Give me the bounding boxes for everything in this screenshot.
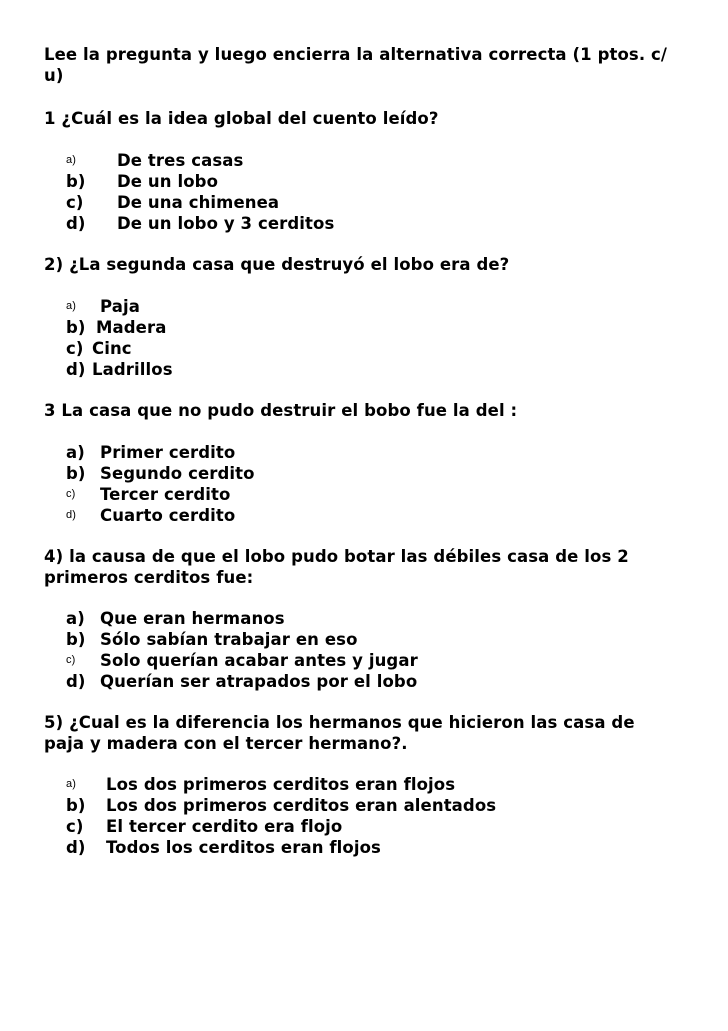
option-text: Paja xyxy=(100,297,140,316)
option-marker: a) xyxy=(66,609,85,628)
option-marker: c) xyxy=(66,193,84,212)
option-text: Solo querían acabar antes y jugar xyxy=(100,651,418,670)
option-marker: b) xyxy=(66,172,86,191)
option-marker: a) xyxy=(66,443,85,462)
question-text: 2) ¿La segunda casa que destruyó el lobo era de? xyxy=(44,255,510,274)
option-text: Los dos primeros cerditos eran alentados xyxy=(106,796,497,815)
option-marker: c) xyxy=(66,488,76,500)
question-text-line-1: 4) la causa de que el lobo pudo botar las débiles casa de los 2 xyxy=(44,547,629,566)
option-text: Madera xyxy=(96,318,167,337)
option-marker: d) xyxy=(66,360,86,379)
option-marker: c) xyxy=(66,654,76,666)
option-text: Todos los cerditos eran flojos xyxy=(106,838,381,857)
option-text: De un lobo xyxy=(117,172,219,191)
question-text-line-2: primeros cerditos fue: xyxy=(44,568,254,587)
option-marker: d) xyxy=(66,509,76,521)
instructions-line-2: u) xyxy=(44,66,64,85)
option-marker: a) xyxy=(66,300,76,312)
option-marker: b) xyxy=(66,630,86,649)
option-text: De una chimenea xyxy=(117,193,280,212)
option-text: De un lobo y 3 cerditos xyxy=(117,214,335,233)
option-text: Tercer cerdito xyxy=(100,485,231,504)
option-text: Sólo sabían trabajar en eso xyxy=(100,630,358,649)
option-marker: c) xyxy=(66,339,84,358)
option-marker: d) xyxy=(66,838,86,857)
option-marker: b) xyxy=(66,464,86,483)
option-marker: d) xyxy=(66,672,86,691)
option-text: Cinc xyxy=(92,339,132,358)
option-text: Querían ser atrapados por el lobo xyxy=(100,672,418,691)
option-marker: d) xyxy=(66,214,86,233)
question-text: 3 La casa que no pudo destruir el bobo fue la del : xyxy=(44,401,518,420)
option-text: Ladrillos xyxy=(92,360,173,379)
option-text: El tercer cerdito era flojo xyxy=(106,817,343,836)
option-text: Los dos primeros cerditos eran flojos xyxy=(106,775,456,794)
option-marker: b) xyxy=(66,318,86,337)
instructions-line-1: Lee la pregunta y luego encierra la alternativa correcta (1 ptos. c/ xyxy=(44,45,668,64)
option-text: De tres casas xyxy=(117,151,244,170)
option-marker: c) xyxy=(66,817,84,836)
question-text: 1 ¿Cuál es la idea global del cuento leído? xyxy=(44,109,439,128)
question-text-line-1: 5) ¿Cual es la diferencia los hermanos que hicieron las casa de xyxy=(44,713,635,732)
option-text: Cuarto cerdito xyxy=(100,506,236,525)
option-text: Que eran hermanos xyxy=(100,609,285,628)
option-text: Primer cerdito xyxy=(100,443,236,462)
option-marker: a) xyxy=(66,154,76,166)
option-text: Segundo cerdito xyxy=(100,464,255,483)
option-marker: b) xyxy=(66,796,86,815)
option-marker: a) xyxy=(66,778,76,790)
question-text-line-2: paja y madera con el tercer hermano?. xyxy=(44,734,408,753)
